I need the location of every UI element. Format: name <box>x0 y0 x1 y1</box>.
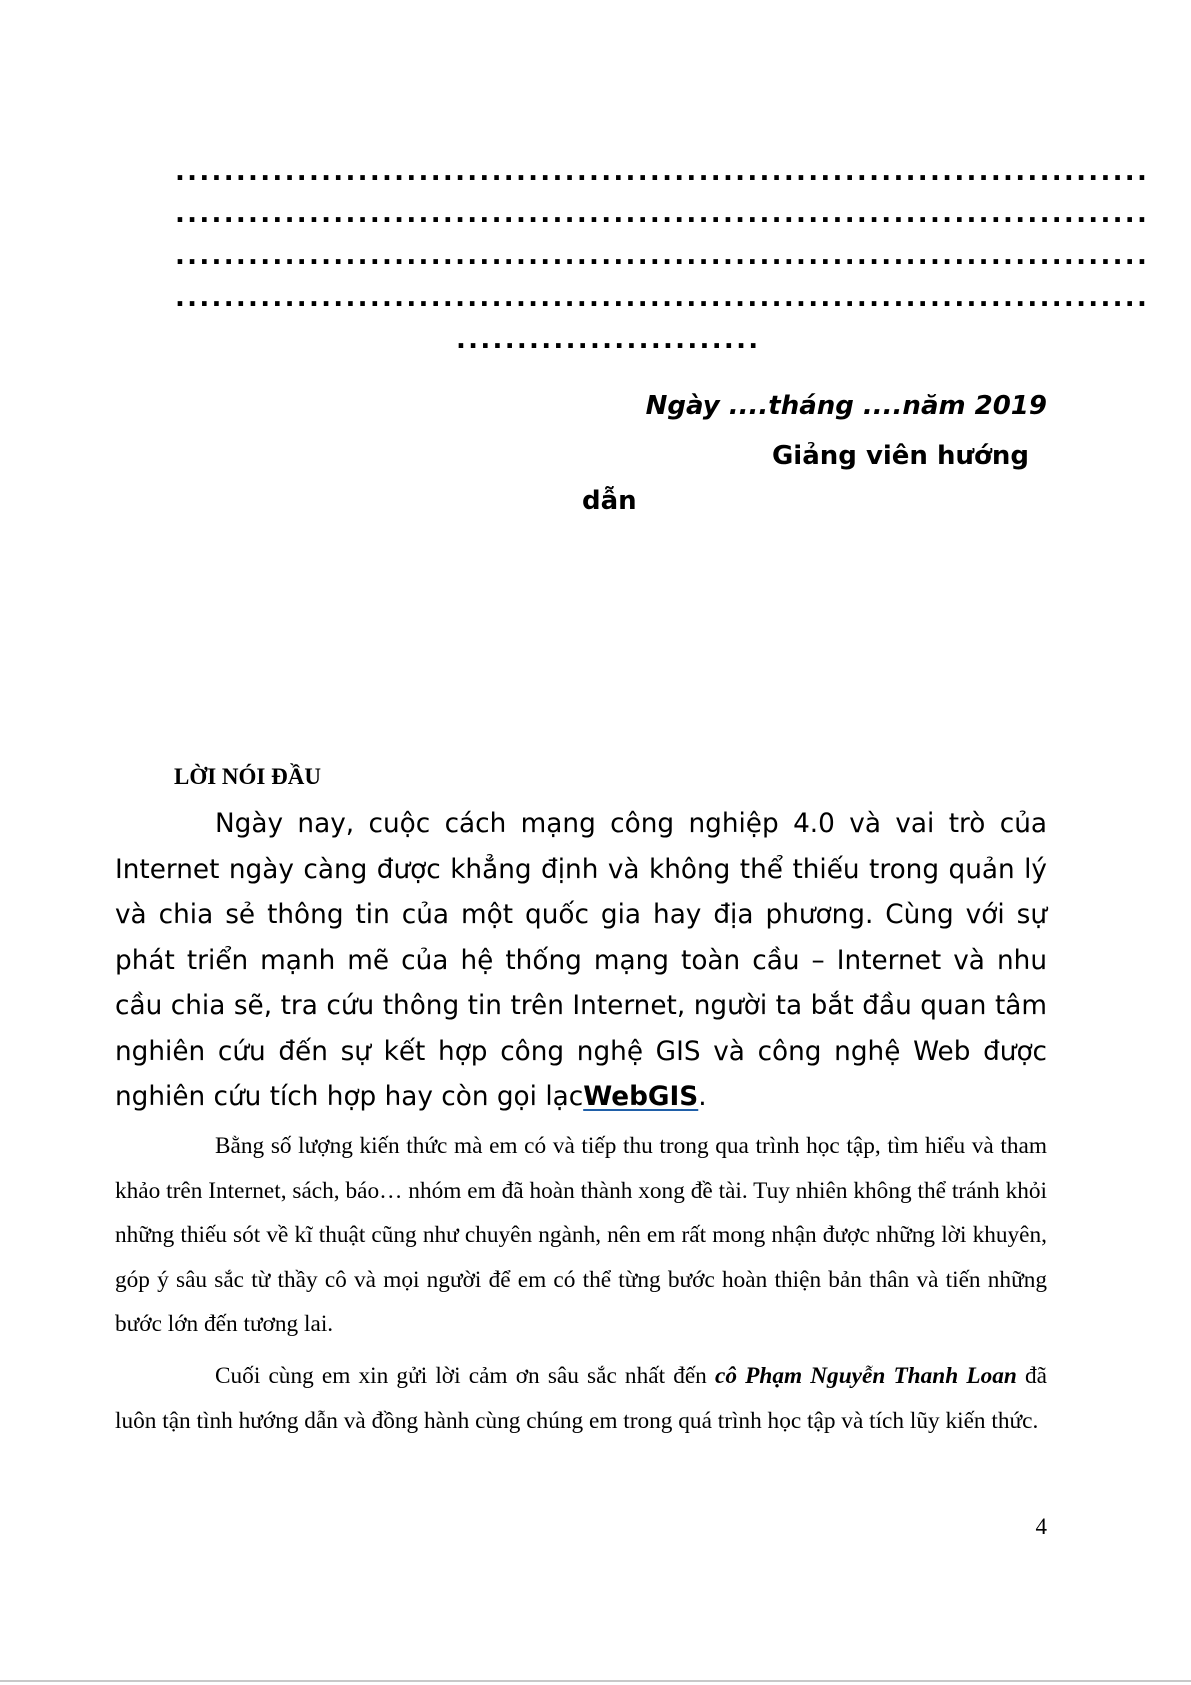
preface-paragraph-3 <box>115 1354 1047 1443</box>
dotted-line-1: ................................................................................ <box>175 157 1150 187</box>
signature-date: Ngày ....tháng ....năm 2019 <box>645 391 1047 421</box>
paragraph-1-text: Ngày nay, cuộc cách mạng công nghiệp 4.0 và vai trò của Internet ngày càng được khẳng định và không thể thiếu trong quản lý và chia sẻ thông tin của một quốc gia hay địa phương. Cùng với sự phát triển mạnh mẽ của hệ thống mạng toàn cầu – Internet và nhu cầu chia sẽ, tra cứu thông tin trên Internet, người ta bắt đầu quan tâm nghiên cứu đến sự kết hợp công nghệ GIS và công nghệ Web được nghiên cứu tích hợp hay còn gọi lạc <box>115 809 1047 1112</box>
dotted-line-4: ................................................................................ <box>175 283 1150 313</box>
page-bottom-divider <box>0 1680 1191 1682</box>
webgis-link[interactable]: WebGIS <box>583 1082 699 1112</box>
preface-heading: LỜI NÓI ĐẦU <box>174 764 321 789</box>
preface-paragraph-2: Bằng số lượng kiến thức mà em có và tiếp thu trong qua trình học tập, tìm hiểu và tham khảo trên Internet, sách, báo… nhóm em đã hoàn thành xong đề tài. Tuy nhiên không thể tránh khỏi những thiếu sót về kĩ thuật cũng như chuyên ngành, nên em rất mong nhận được những lời khuyên, góp ý sâu sắc từ thầy cô và mọi người để em có thể từng bước hoàn thiện bản thân và tiến những bước lớn đến tương lai. <box>115 1133 1047 1337</box>
paragraph-3-end: đã luôn tận tình hướng dẫn và đồng hành cùng chúng em trong quá trình học tập và tích lũy kiến thức. <box>115 1363 1047 1434</box>
advisor-name: cô Phạm Nguyễn Thanh Loan <box>714 1363 1017 1389</box>
dotted-line-short: ......................... <box>456 325 761 355</box>
preface-paragraph-1 <box>115 802 1047 1121</box>
page-number: 4 <box>1035 1514 1047 1539</box>
paragraph-1-end: . <box>698 1082 707 1112</box>
signature-role-line1: Giảng viên hướng <box>771 441 1029 471</box>
signature-role-line2: dẫn <box>582 486 637 516</box>
dotted-line-2: ................................................................................ <box>175 199 1150 229</box>
dotted-line-3: ................................................................................ <box>175 241 1150 271</box>
paragraph-3-start: Cuối cùng em xin gửi lời cảm ơn sâu sắc nhất đến <box>215 1363 715 1389</box>
